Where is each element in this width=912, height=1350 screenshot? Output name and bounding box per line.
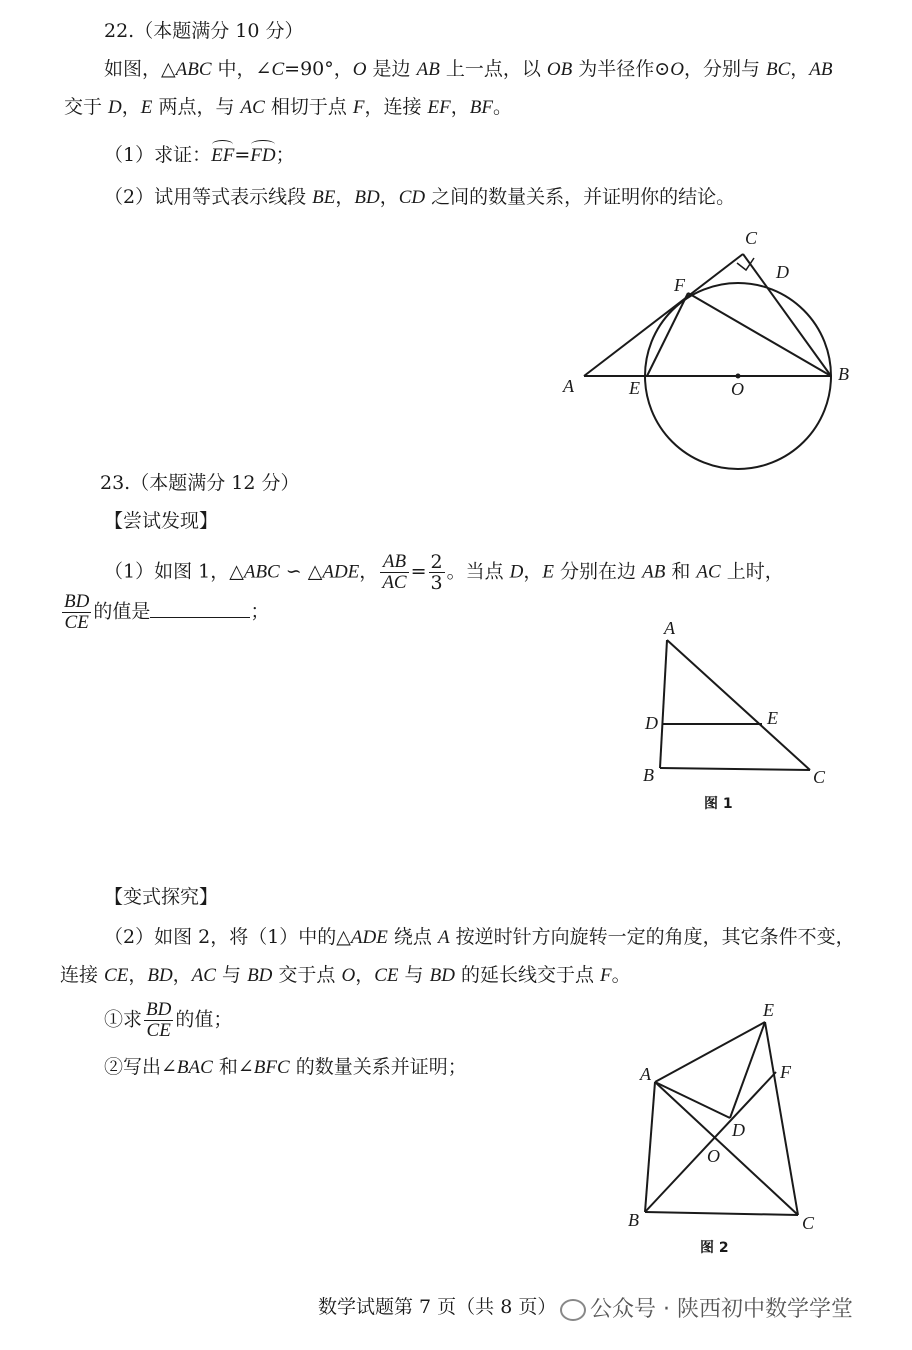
fig2-bc [645, 1212, 798, 1215]
fig2-label-e: E [763, 1000, 774, 1020]
right-angle-mark [737, 258, 754, 270]
fig1-label-d: D [645, 713, 658, 733]
fig1-ab [660, 640, 667, 768]
q23-part4: ②写出∠BAC 和∠BFC 的数量关系并证明； [104, 1056, 467, 1078]
fig1-label-a: A [664, 618, 675, 638]
q23-part2b: 连接 CE，BD，AC 与 BD 交于点 O，CE 与 BD 的延长线交于点 F。 [60, 964, 631, 986]
q23-part1: （1）如图 1，△ABC ∽ △ADE， $\frac{AB}{AC}$ = $\frac{2}{3}$ 。当点 D，E 分别在边 AB 和 AC 上时， [104, 551, 784, 594]
answer-blank[interactable] [150, 599, 250, 618]
q23-part1b: $\frac{BD}{CE}$ 的值是 ； [64, 591, 270, 633]
q22-part1: （1）求证：EF=FD； [104, 142, 295, 169]
label-f: F [674, 275, 685, 295]
page-footer: 数学试题第 7 页（共 8 页） [318, 1296, 557, 1318]
wechat-icon [560, 1299, 586, 1321]
segment-fb [688, 293, 831, 376]
fig2-ab [645, 1082, 655, 1212]
arc-ef: EF [211, 143, 234, 169]
q23-part2: （2）如图 2，将（1）中的△ADE 绕点 A 按逆时针方向旋转一定的角度，其它条件不变， [104, 926, 855, 948]
fraction-bd-ce-2: $\frac{BD}{CE}$ [146, 999, 172, 1041]
fig2-label-a: A [640, 1064, 651, 1084]
q23-section2: 【变式探究】 [104, 886, 219, 908]
center-dot [736, 374, 741, 379]
q22-line2: 交于 D，E 两点，与 AC 相切于点 F，连接 EF，BF。 [64, 96, 512, 118]
fraction-2-3: $\frac{2}{3}$ [430, 551, 443, 594]
fig1-label-b: B [643, 765, 654, 785]
fig2-bf [645, 1072, 776, 1212]
fig2-caption: 图 2 [700, 1240, 729, 1256]
fig2-label-b: B [628, 1210, 639, 1230]
q22-line1: 如图，△ABC 中，∠C=90°，O 是边 AB 上一点，以 OB 为半径作⊙O，分别与 BC，AB [104, 58, 833, 80]
q23-section1: 【尝试发现】 [104, 510, 219, 532]
label-b: B [838, 364, 849, 384]
segment-ac [584, 254, 743, 376]
watermark: 公众号 · 陕西初中数学学堂 [560, 1292, 853, 1323]
segment-ef [647, 293, 688, 376]
fraction-ab-ac: $\frac{AB}{AC}$ [382, 551, 407, 593]
label-a: A [563, 376, 574, 396]
q22-header: 22.（本题满分 10 分） [104, 20, 304, 42]
label-e: E [629, 378, 640, 398]
fig1-label-e: E [767, 708, 778, 728]
fig2-label-d: D [732, 1120, 745, 1140]
arc-fd: FD [250, 143, 275, 169]
fig2-ec [765, 1022, 798, 1215]
fig1-bc [660, 768, 810, 770]
fig2-label-f: F [780, 1062, 791, 1082]
label-d: D [776, 262, 789, 282]
fig2-ad [655, 1082, 730, 1118]
fig1-ac [667, 640, 810, 770]
fig2-label-o: O [707, 1146, 720, 1166]
q23-part3: ①求 $\frac{BD}{CE}$ 的值； [104, 999, 233, 1041]
q22-part2: （2）试用等式表示线段 BE，BD，CD 之间的数量关系，并证明你的结论。 [104, 186, 736, 208]
label-o: O [731, 379, 744, 399]
fraction-bd-ce: $\frac{BD}{CE}$ [64, 591, 90, 633]
fig1-label-c: C [813, 767, 826, 787]
label-c: C [745, 228, 758, 248]
fig1-caption: 图 1 [704, 796, 733, 812]
fig2-label-c: C [802, 1213, 815, 1233]
fig2-ae [655, 1022, 765, 1082]
fig2-ac [655, 1082, 798, 1215]
q23-header: 23.（本题满分 12 分） [100, 472, 300, 494]
